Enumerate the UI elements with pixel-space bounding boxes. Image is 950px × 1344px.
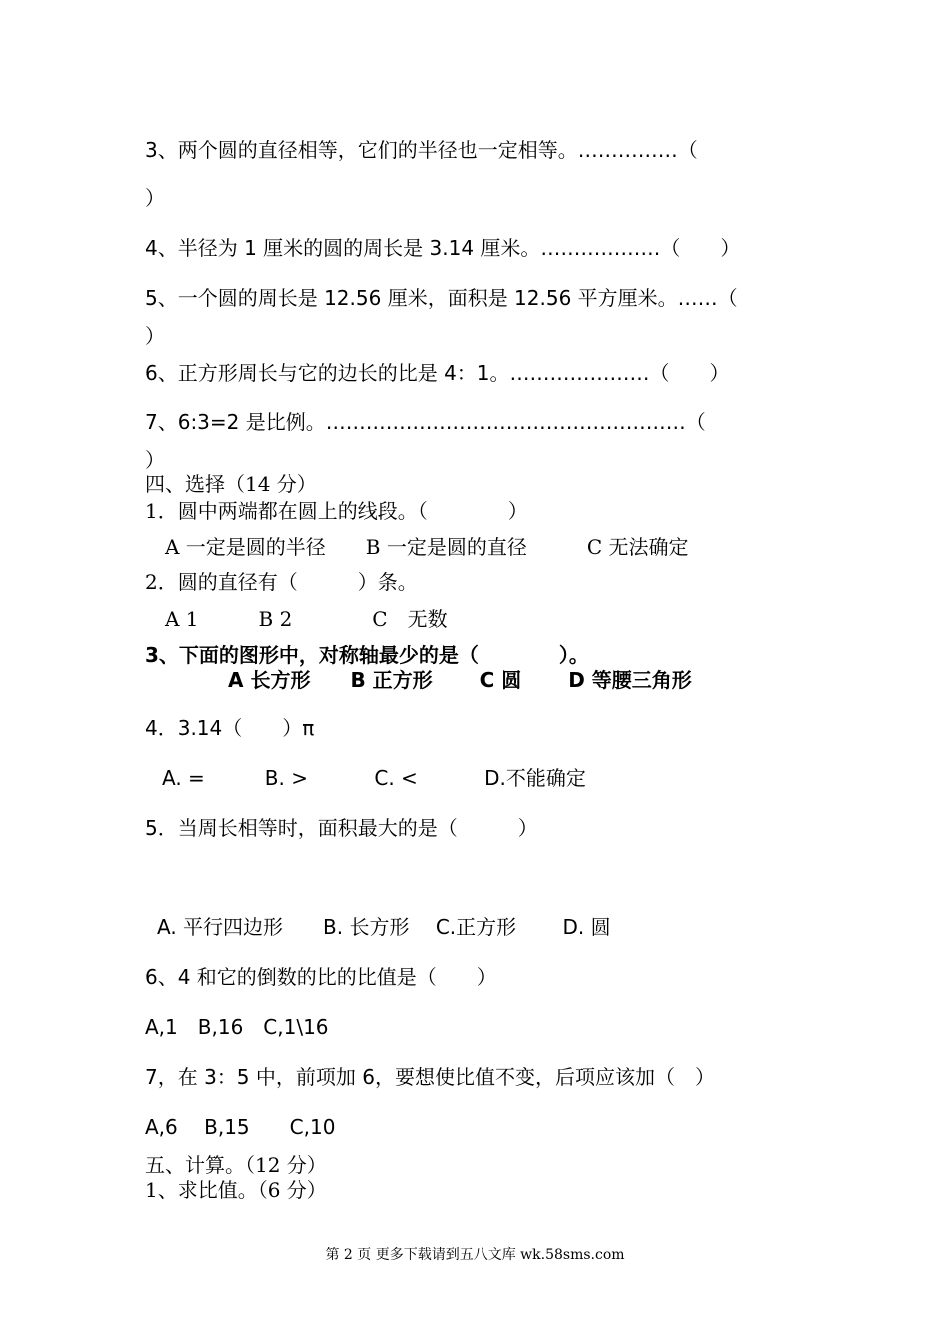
choice-q4-options: A. = B. > C. < D.不能确定 xyxy=(162,766,586,790)
judge-q7: 7、6:3=2 是比例。………………………………………………（ xyxy=(145,410,706,434)
choice-q2-options: A 1 B 2 C 无数 xyxy=(165,607,448,631)
choice-q6: 6、4 和它的倒数的比的比值是（ ） xyxy=(145,965,497,989)
page-footer: 第 2 页 更多下载请到五八文库 wk.58sms.com xyxy=(325,1247,625,1263)
section-calc-heading: 五、计算。（12 分） xyxy=(145,1153,327,1177)
choice-q5-options: A. 平行四边形 B. 长方形 C.正方形 D. 圆 xyxy=(157,915,611,939)
choice-q4: 4．3.14（ ）π xyxy=(145,716,315,740)
choice-q6-options: A,1 B,16 C,1\16 xyxy=(145,1015,329,1039)
judge-q7-tail: ） xyxy=(145,448,165,472)
judge-q4: 4、半径为 1 厘米的圆的周长是 3.14 厘米。………………（ ） xyxy=(145,236,741,260)
choice-q1-options: A 一定是圆的半径 B 一定是圆的直径 C 无法确定 xyxy=(165,535,689,559)
calc-sub1: 1、求比值。（6 分） xyxy=(145,1178,327,1202)
judge-q5-tail: ） xyxy=(145,324,165,348)
section-choice-heading: 四、选择（14 分） xyxy=(145,472,317,496)
choice-q7-options: A,6 B,15 C,10 xyxy=(145,1115,336,1139)
choice-q3: 3、下面的图形中，对称轴最少的是（ ）。 xyxy=(145,643,589,667)
judge-q6: 6、正方形周长与它的边长的比是 4：1。…………………（ ） xyxy=(145,361,730,385)
judge-q3: 3、两个圆的直径相等，它们的半径也一定相等。……………（ xyxy=(145,138,698,162)
choice-q1: 1．圆中两端都在圆上的线段。（ ） xyxy=(145,499,528,523)
judge-q5: 5、一个圆的周长是 12.56 厘米，面积是 12.56 平方厘米。……（ xyxy=(145,286,738,310)
choice-q5: 5．当周长相等时，面积最大的是（ ） xyxy=(145,816,538,840)
choice-q3-options: A 长方形 B 正方形 C 圆 D 等腰三角形 xyxy=(228,668,692,692)
choice-q7: 7，在 3：5 中，前项加 6，要想使比值不变，后项应该加（ ） xyxy=(145,1065,715,1089)
judge-q3-tail: ） xyxy=(145,186,165,210)
choice-q2: 2．圆的直径有（ ）条。 xyxy=(145,570,418,594)
